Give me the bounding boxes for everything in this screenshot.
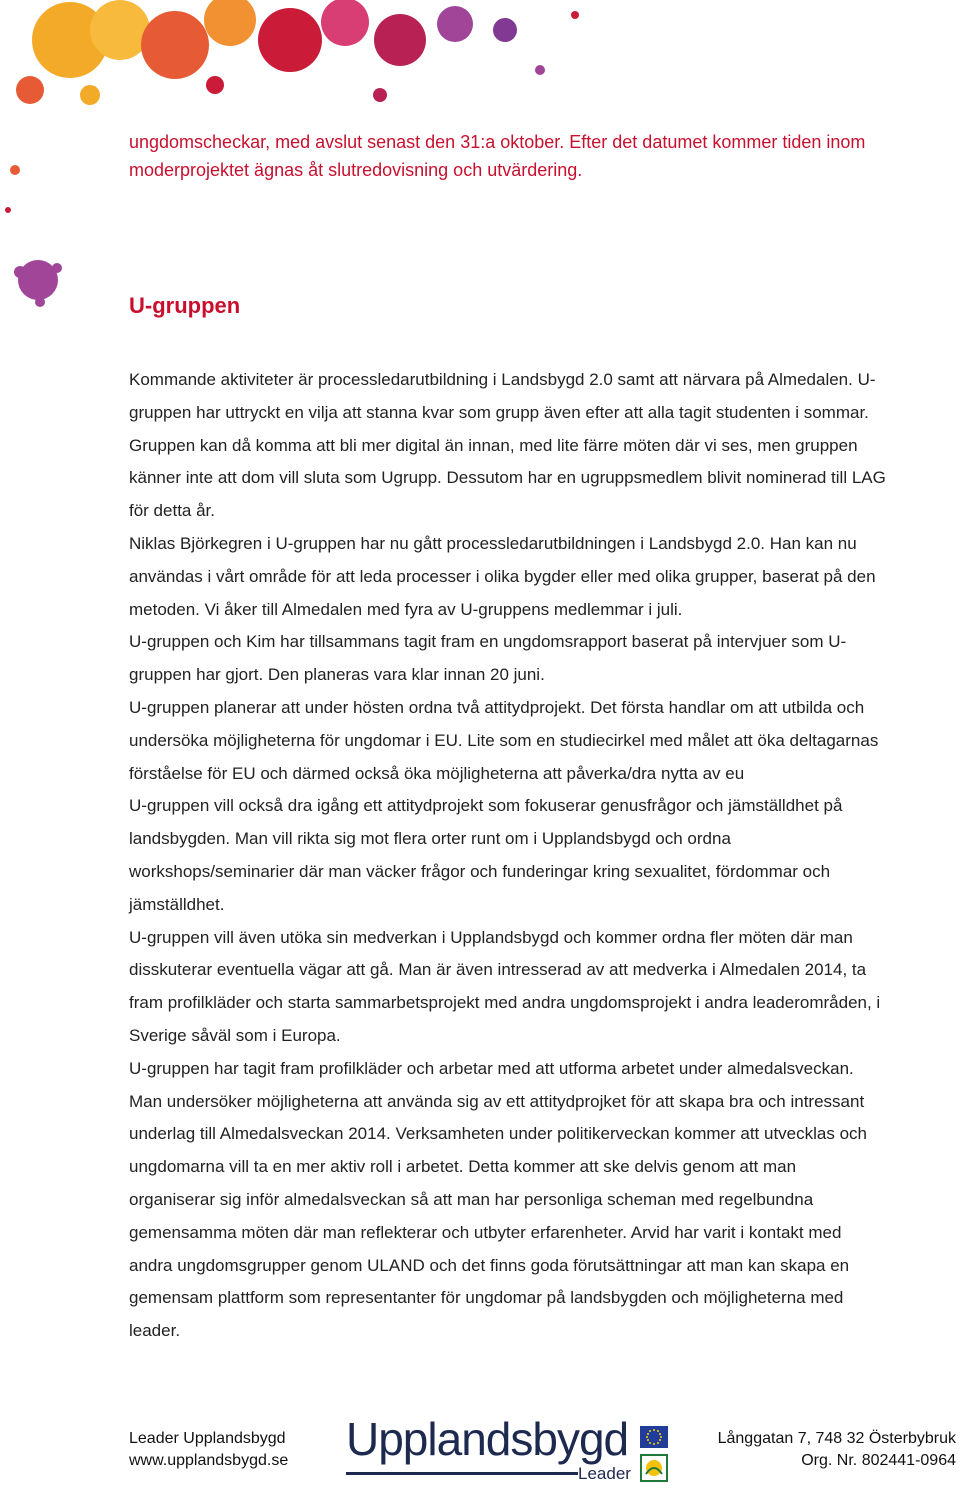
leader-emblem-icon: [640, 1454, 668, 1482]
page-footer: [0, 1413, 960, 1493]
logo-subtitle: Leader: [578, 1464, 631, 1483]
section-heading: U-gruppen: [129, 293, 241, 318]
logo-underline: [346, 1472, 578, 1475]
paragraph: U-gruppen och Kim har tillsammans tagit fram en ungdomsrapport baserat på intervjuer som U- gruppen har gjort. Den planeras vara klar innan 20 juni.: [129, 632, 847, 685]
paragraph: U-gruppen har tagit fram profilkläder och arbetar med att utforma arbetet under almedalsveckan. Man undersöker möjligheterna att använda sig av ett attitydprojket för att skapa bra och intressant underlag till Almedalsveckan 2014. Verksamheten under politikerveckan kommer att utvecklas och ungdomarna vill ta en mer aktiv roll i arbetet. Detta kommer att ske delvis genom att man organiserar sig inför almedalsveckan så att man har personliga scheman med regelbundna gemensamma möten där man reflekterar och utbyter erfarenheter. Arvid har varit i kontakt med andra ungdomsgrupper genom ULAND och det finns goda förutsättningar att man kan skapa en gemensam plattform som representanter för ungdomar på landsbygden och möjligheterna med leader.: [129, 1058, 867, 1341]
footer-address: [718, 1428, 956, 1472]
paragraph: Kommande aktiviteter är processledarutbildning i Landsbygd 2.0 samt att närvara på Almedalen. U- gruppen har uttryckt en vilja att stanna kvar som grupp även efter att alla tagit studenten i sommar. Gruppen kan då komma att bli mer digital än innan, med lite färre möten där vi ses, men gruppen känner inte att dom vill sluta som Ugrupp. Dessutom har en ugruppsmedlem blivit nominerad till LAG för detta år.: [129, 370, 886, 521]
intro-text: ungdomscheckar, med avslut senast den 31:a oktober. Efter det datumet kommer tiden inom moderprojektet ägnas åt slutredovisning och utvärdering.: [129, 132, 866, 180]
logo-wordmark: Upplandsbygd: [346, 1413, 629, 1465]
paragraph: Niklas Björkegren i U-gruppen har nu gått processledarutbildningen i Landsbygd 2.0. Han kan nu användas i vårt område för att leda processer i olika bygder eller med olika grupper, baserat på den metoden. Vi åker till Almedalen med fyra av U-gruppens medlemmar i juli.: [129, 533, 876, 619]
upplandsbygd-logo: [346, 1413, 676, 1490]
footer-contact: [129, 1428, 288, 1472]
footer-website-link[interactable]: www.upplandsbygd.se: [129, 1452, 289, 1469]
footer-street-address: Långgatan 7, 748 32 Österbybruk: [717, 1430, 956, 1447]
footer-org-name: Leader Upplandsbygd: [129, 1430, 286, 1447]
paragraph: U-gruppen planerar att under hösten ordna två attitydprojekt. Det första handlar om att utbilda och undersöka möjligheterna för ungdomar i EU. Lite som en studiecirkel med målet att öka deltagarnas förståelse för EU och därmed också öka möjligheterna att påverka/dra nytta av eu U-gruppen vill också dra igång ett attitydprojekt som fokuserar genusfrågor och jämställdhet på landsbygden. Man vill rikta sig mot flera orter runt om i Upplandsbygd och ordna workshops/seminarier där man väcker frågor och funderingar kring sexualitet, fördommar och jämställdhet.: [129, 697, 879, 914]
section-body: [129, 364, 957, 1348]
paragraph: U-gruppen vill även utöka sin medverkan i Upplandsbygd och kommer ordna fler möten där man disskuterar eventuella vägar att gå. Man är även intresserad av att medverka i Almedalen 2014, ta fram profilkläder och starta sammarbetsprojekt med andra ungdomsprojekt i andra leaderområden, i Sverige såväl som i Europa.: [129, 927, 881, 1045]
footer-org-number: Org. Nr. 802441-0964: [801, 1452, 956, 1469]
eu-flag-icon: [640, 1426, 668, 1448]
